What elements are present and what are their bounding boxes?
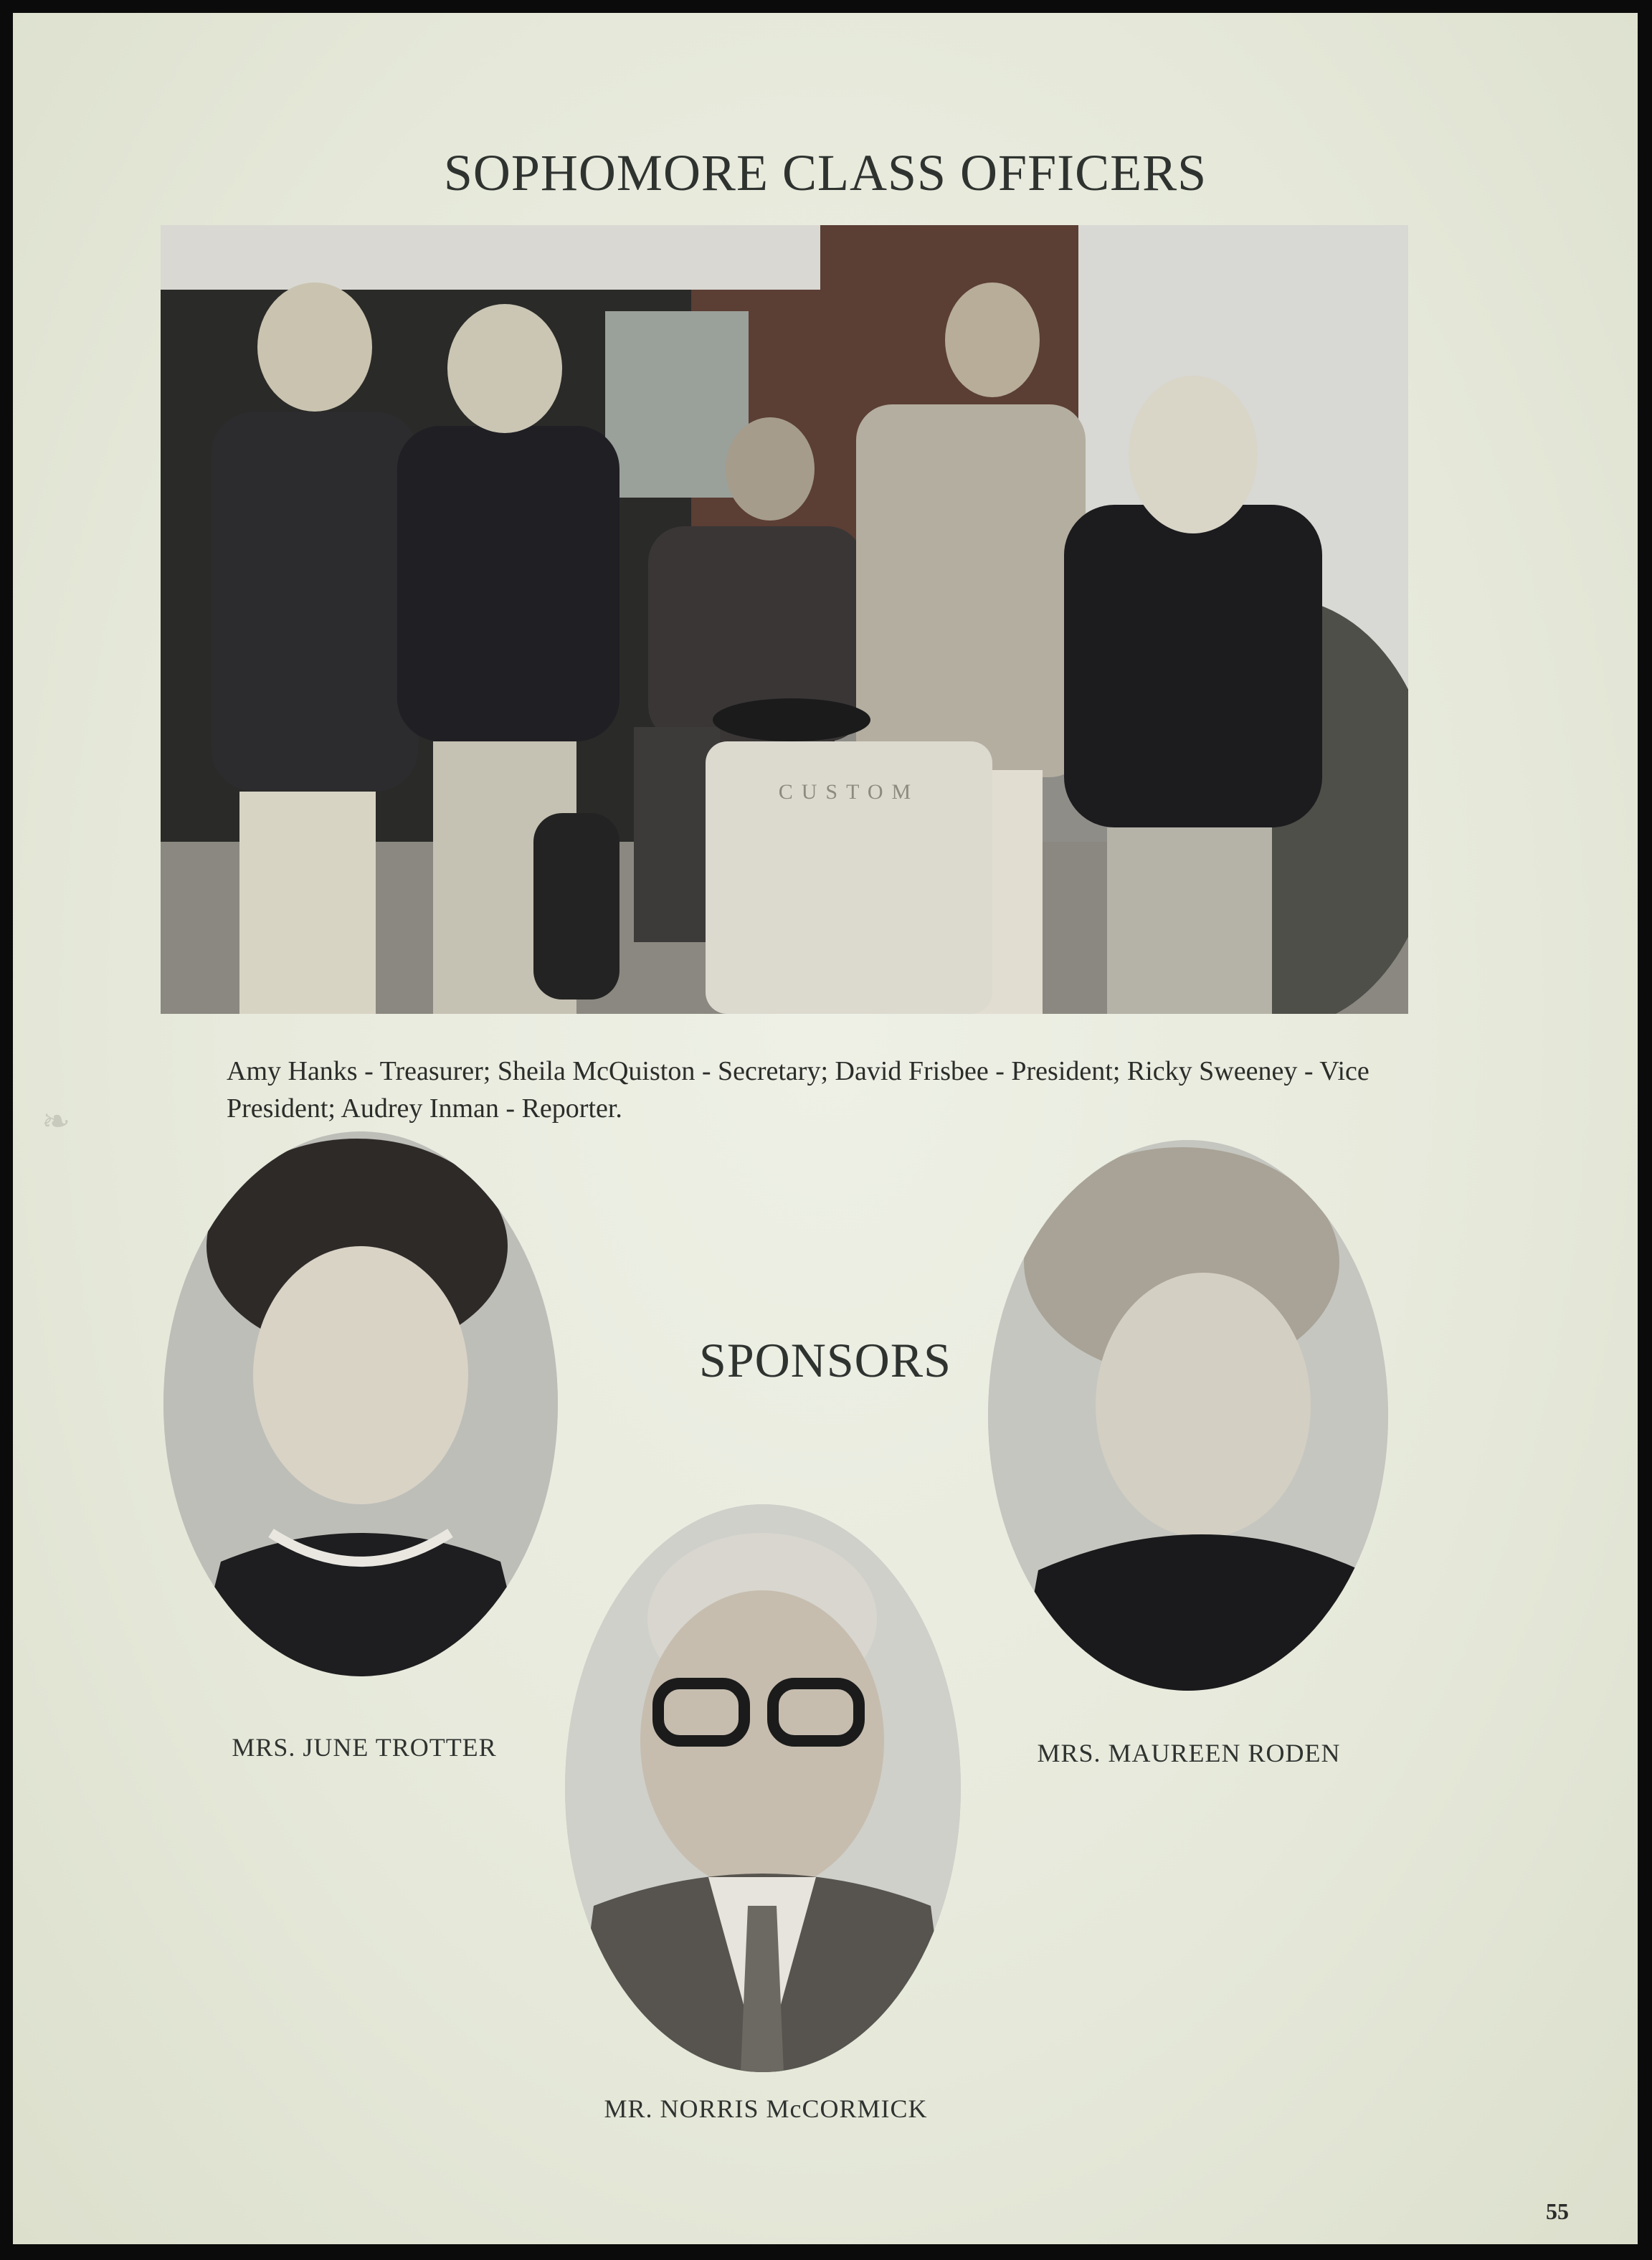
leaf-icon: ❧ [42, 1103, 71, 1141]
sponsors-heading: SPONSORS [699, 1333, 951, 1387]
sponsor-portrait-roden [988, 1140, 1388, 1691]
page-title: SOPHOMORE CLASS OFFICERS [443, 144, 1207, 201]
sponsor-portrait-mccormick [565, 1504, 961, 2072]
tractor-label: CUSTOM [778, 780, 920, 804]
yearbook-page [13, 13, 1638, 2244]
sponsor-portrait-trotter [163, 1131, 558, 1676]
sponsor-name-roden: MRS. MAUREEN RODEN [1037, 1739, 1341, 1767]
photo-caption: Amy Hanks - Treasurer; Sheila McQuiston - Secretary; David Frisbee - President; Ricky Sweeney - Vice President; Audrey Inman - Reporter. [227, 1056, 1369, 1124]
sponsor-name-trotter: MRS. JUNE TROTTER [232, 1733, 497, 1762]
sponsor-name-mccormick: MR. NORRIS McCORMICK [604, 2094, 928, 2123]
page-number: 55 [1546, 2198, 1569, 2224]
group-photo [161, 225, 1408, 1014]
